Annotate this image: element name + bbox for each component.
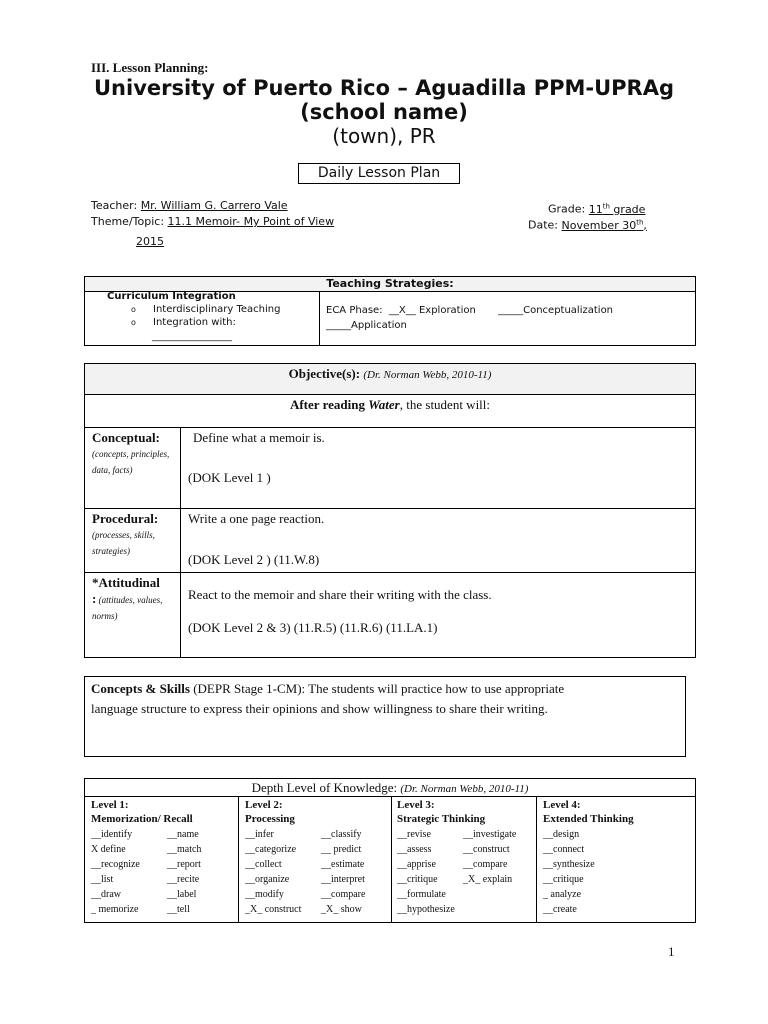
teacher-line (91, 199, 288, 213)
eca-phase-line: ECA Phase: __X__ Exploration _____Conceptualization (326, 305, 614, 316)
dok-level: (DOK Level 1 ) (188, 470, 271, 485)
dok-verb: __apprise (397, 859, 436, 870)
dok-verb: __interpret (321, 874, 365, 885)
curriculum-list (131, 303, 280, 343)
dok-verb: _X_ construct (245, 904, 302, 915)
dok-verb: __report (167, 859, 201, 870)
theme-label: Theme/Topic: (91, 215, 165, 228)
dok-verb: __ predict (321, 844, 362, 855)
page-number: 1 (668, 944, 675, 959)
dok-verb (619, 857, 622, 872)
dok-verb: __estimate (321, 859, 365, 870)
dok-table (84, 778, 696, 923)
dok-verb: __tell (167, 904, 190, 915)
university-title: University of Puerto Rico – Aguadilla PPM-UPRAg (94, 76, 674, 100)
dok-verb: __match (167, 844, 202, 855)
dok-verb: __collect (245, 859, 282, 870)
after-reading-line: After reading Water, the student will: (289, 397, 491, 412)
dok-verb: __name (167, 829, 199, 840)
objectives-header: Objective(s): (Dr. Norman Webb, 2010-11) (85, 364, 695, 394)
curriculum-integration-title: Curriculum Integration (107, 291, 236, 302)
dok-verb: __recite (167, 874, 200, 885)
dok-verb: _X_ show (321, 904, 362, 915)
theme-line (91, 215, 334, 229)
dok-verb: __list (91, 874, 114, 885)
daily-lesson-plan-title: Daily Lesson Plan (298, 163, 460, 184)
objective-text: Define what a memoir is. (193, 430, 325, 445)
objective-text: React to the memoir and share their writing with the class. (188, 587, 492, 602)
dok-level-subheading: Strategic Thinking (397, 813, 486, 825)
dok-verb: __infer (245, 829, 274, 840)
dok-verb: __investigate (463, 829, 517, 840)
objective-row-attitudinal: *Attitudinal : (attitudes, values, norms) (92, 575, 163, 621)
dok-verb: __draw (91, 889, 121, 900)
dok-verb: __classify (321, 829, 362, 840)
dok-verb: __organize (245, 874, 290, 885)
dok-verb: X define (91, 844, 126, 855)
dok-verb (463, 902, 516, 917)
dok-level-subheading: Extended Thinking (543, 813, 634, 825)
dok-verb: _X_ explain (463, 874, 513, 885)
town-name: (town), PR (332, 124, 436, 148)
dok-level-column (543, 798, 634, 915)
theme-value: 11.1 Memoir- My Point of View (167, 215, 335, 228)
dok-verb (619, 827, 622, 842)
dok-verb: __construct (463, 844, 510, 855)
dok-level-heading: Level 4: (543, 799, 581, 811)
dok-verb: __identify (91, 829, 133, 840)
dok-verb: __categorize (245, 844, 297, 855)
date-label: Date: (528, 218, 558, 232)
dok-level-column (397, 798, 517, 915)
dok-level: (DOK Level 2 & 3) (11.R.5) (11.R.6) (11.LA.1) (188, 620, 438, 635)
school-name: (school name) (300, 100, 468, 124)
dok-verb: __label (167, 889, 197, 900)
integration-blank: ________________ (152, 331, 232, 342)
objective-text: Write a one page reaction. (188, 511, 325, 526)
dok-level-subheading: Memorization/ Recall (91, 813, 193, 825)
dok-verb: __compare (463, 859, 508, 870)
dok-verb: _ analyze (543, 889, 582, 900)
dok-verb: _ memorize (91, 904, 139, 915)
dok-level-column (91, 798, 202, 915)
list-item: o Integration with: (131, 317, 236, 328)
teaching-strategies-table (84, 276, 696, 346)
dok-verb: __compare (321, 889, 366, 900)
dok-level: (DOK Level 2 ) (11.W.8) (188, 552, 320, 567)
dok-verb: __connect (543, 844, 585, 855)
objectives-table (84, 363, 696, 658)
application-line: _____Application (326, 320, 407, 331)
teacher-value: Mr. William G. Carrero Vale (140, 199, 288, 212)
section-heading: III. Lesson Planning: (91, 60, 209, 75)
objective-row-conceptual: Conceptual: (concepts, principles, data, facts) (92, 430, 170, 475)
dok-verb: __critique (397, 874, 438, 885)
concepts-skills-text: Concepts & Skills (DEPR Stage 1-CM): The students will practice how to use appropriate language structure to express their opinions and show willingness to share their writing. (91, 681, 565, 716)
dok-title: Depth Level of Knowledge: (Dr. Norman Webb, 2010-11) (85, 779, 695, 797)
dok-level-heading: Level 1: (91, 799, 129, 811)
dok-level-column (245, 798, 366, 915)
dok-level-heading: Level 3: (397, 799, 435, 811)
dok-verb: __recognize (91, 859, 140, 870)
dok-verb (619, 902, 622, 917)
dok-level-heading: Level 2: (245, 799, 283, 811)
dok-verb: __design (543, 829, 580, 840)
dok-verb (619, 872, 622, 887)
list-item: o Interdisciplinary Teaching (131, 304, 281, 315)
dok-verb: __create (543, 904, 577, 915)
dok-verb: __modify (245, 889, 284, 900)
dok-verb: __critique (543, 874, 584, 885)
grade-line (548, 199, 645, 217)
date-value: November 30th, (561, 218, 647, 232)
dok-verb: __revise (397, 829, 431, 840)
dok-verb (619, 842, 622, 857)
dok-verb (619, 887, 622, 902)
teaching-strategies-header: Teaching Strategies: (85, 277, 695, 292)
dok-verb: __assess (397, 844, 432, 855)
dok-verb: __formulate (397, 889, 446, 900)
grade-value: 11th grade (588, 202, 646, 216)
concepts-skills-box (84, 676, 686, 757)
date-year: 2015 (136, 235, 164, 248)
teacher-label: Teacher: (91, 199, 138, 212)
dok-verb: __synthesize (543, 859, 595, 870)
objective-row-procedural: Procedural: (processes, skills, strategies) (92, 511, 159, 556)
dok-verb (463, 887, 516, 902)
grade-label: Grade: (548, 202, 586, 216)
date-line (528, 215, 647, 233)
dok-level-subheading: Processing (245, 813, 295, 825)
dok-verb: __hypothesize (397, 904, 455, 915)
